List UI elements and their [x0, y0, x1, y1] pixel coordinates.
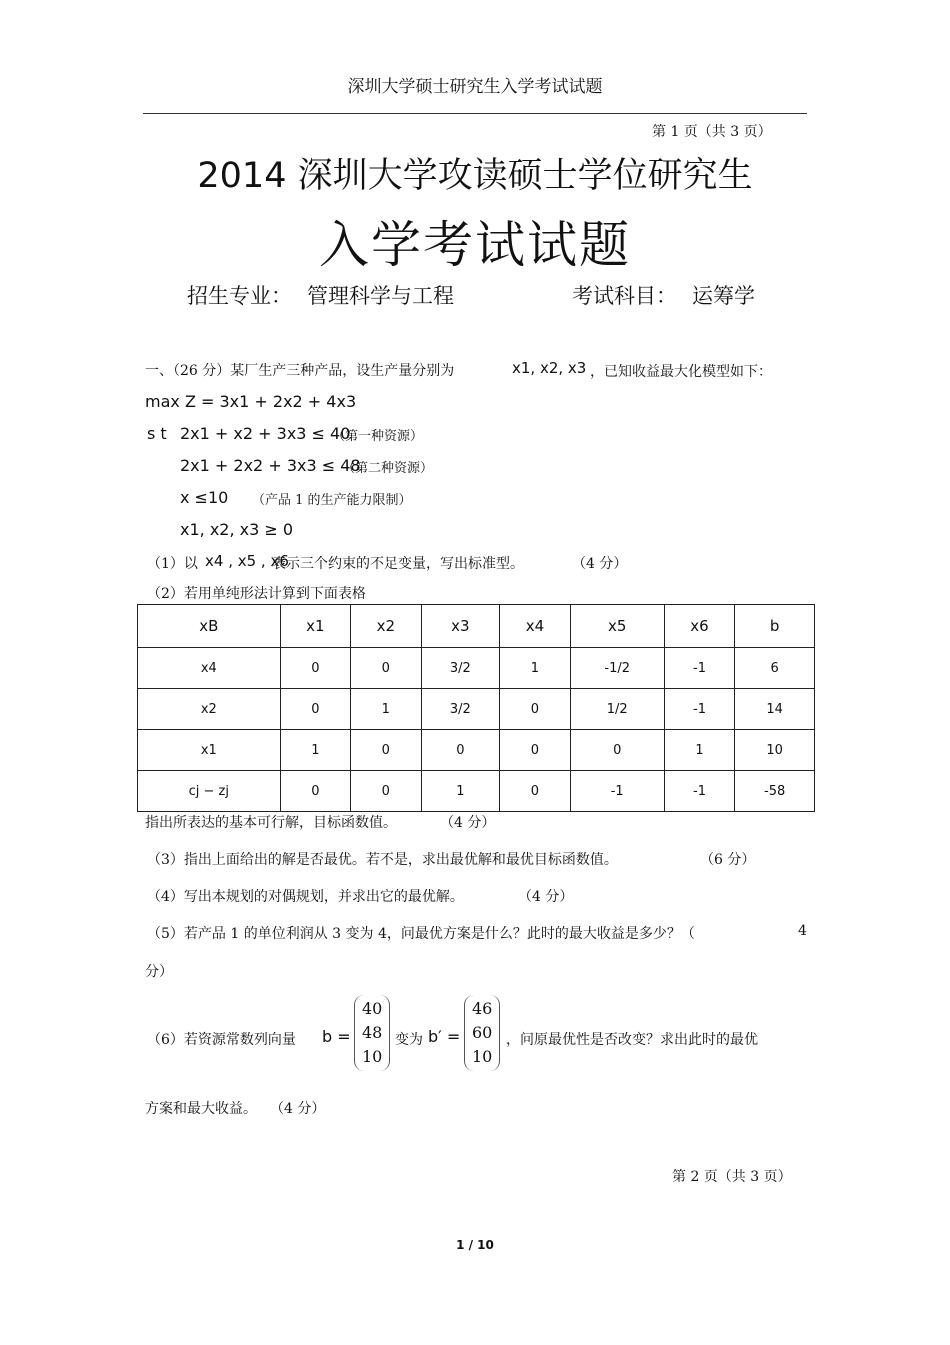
table-cell: -1: [664, 689, 734, 730]
p6-prefix: （6）若资源常数列向量: [147, 1032, 296, 1048]
table-cell: 0: [280, 771, 350, 812]
table-row: [138, 771, 815, 812]
exam-title-line1: 2014 深圳大学攻读硕士学位研究生: [197, 156, 753, 196]
q1-intro: 一、（26 分）某厂生产三种产品，设生产量分别为: [145, 363, 455, 379]
table-cell: 1: [500, 648, 570, 689]
table-cell: 0: [280, 648, 350, 689]
table-header-cell: x5: [570, 605, 664, 648]
table-cell: x1: [138, 730, 281, 771]
p1-vars: x4 , x5 , x6: [205, 552, 289, 570]
table-header-cell: b: [735, 605, 815, 648]
table-cell: -1/2: [570, 648, 664, 689]
exam-title-line2: 入学考试试题: [319, 216, 631, 274]
table-cell: 0: [500, 730, 570, 771]
constraint-2: 2x1 + 2x2 + 3x3 ≤ 48: [180, 456, 361, 475]
p1-prefix: （1）以: [147, 556, 198, 572]
page-number-bottom: 第 2 页（共 3 页）: [672, 1169, 792, 1185]
subject-label: 考试科目：: [572, 284, 677, 308]
table-cell: 6: [735, 648, 815, 689]
vector-b-prime: [464, 995, 500, 1071]
table-header-cell: x3: [421, 605, 500, 648]
table-header-cell: x4: [500, 605, 570, 648]
table-header-row: [138, 605, 815, 648]
constraint-2-note: （第二种资源）: [342, 461, 434, 476]
p2-tail-points: （4 分）: [440, 815, 496, 831]
vector-b-entry: 10: [362, 1047, 383, 1066]
table-cell: 0: [421, 730, 500, 771]
table-cell: 1: [421, 771, 500, 812]
major-label: 招生专业：: [187, 284, 292, 308]
p1-points: （4 分）: [572, 556, 628, 572]
table-cell: 1: [351, 689, 421, 730]
table-cell: 0: [351, 648, 421, 689]
vector-b-prime-entry: 60: [472, 1023, 493, 1042]
table-row: [138, 648, 815, 689]
constraint-1: 2x1 + x2 + 3x3 ≤ 40: [180, 424, 351, 443]
st-label: s t: [147, 424, 167, 443]
p5-end: 分）: [145, 964, 173, 980]
p6-b2-label: b′ =: [428, 1027, 461, 1046]
p4-text: （4）写出本规划的对偶规划，并求出它的最优解。: [147, 889, 464, 905]
constraint-1-note: （第一种资源）: [332, 429, 424, 444]
table-cell: -1: [664, 771, 734, 812]
vector-b-entry: 48: [362, 1023, 383, 1042]
p6-mid: 变为: [395, 1032, 423, 1048]
table-row: [138, 689, 815, 730]
p2-tail: 指出所表达的基本可行解，目标函数值。: [145, 815, 397, 831]
major-value: 管理科学与工程: [307, 284, 454, 308]
table-cell: 0: [351, 771, 421, 812]
vector-b-prime-entry: 10: [472, 1047, 493, 1066]
q1-vars: x1, x2, x3: [512, 359, 587, 377]
table-cell: 1/2: [570, 689, 664, 730]
constraint-3-note: （产品 1 的生产能力限制）: [252, 493, 412, 508]
table-cell: cj − zj: [138, 771, 281, 812]
table-cell: 0: [570, 730, 664, 771]
table-cell: 1: [664, 730, 734, 771]
q1-intro-tail: ，已知收益最大化模型如下：: [590, 364, 772, 380]
constraint-3: x ≤10: [180, 488, 229, 507]
table-cell: 3/2: [421, 689, 500, 730]
objective-function: max Z = 3x1 + 2x2 + 4x3: [145, 392, 357, 411]
table-cell: 0: [500, 689, 570, 730]
simplex-table: [137, 604, 815, 812]
header-rule: [143, 113, 807, 114]
table-header-cell: x2: [351, 605, 421, 648]
table-cell: 0: [351, 730, 421, 771]
table-cell: 0: [500, 771, 570, 812]
table-cell: 10: [735, 730, 815, 771]
running-header: 深圳大学硕士研究生入学考试试题: [347, 77, 603, 97]
table-cell: -1: [570, 771, 664, 812]
p6-tail: ，问原最优性是否改变？求出此时的最优: [506, 1032, 758, 1048]
p4-points: （4 分）: [518, 889, 574, 905]
table-cell: 14: [735, 689, 815, 730]
page-number-top: 第 1 页（共 3 页）: [652, 124, 772, 140]
table-cell: x2: [138, 689, 281, 730]
table-cell: x4: [138, 648, 281, 689]
p6-b-label: b =: [322, 1027, 351, 1046]
nonnegativity: x1, x2, x3 ≥ 0: [180, 520, 294, 539]
vector-b-entry: 40: [362, 999, 383, 1018]
vector-b: [354, 995, 390, 1071]
vector-b-prime-entry: 46: [472, 999, 493, 1018]
table-cell: -58: [735, 771, 815, 812]
table-cell: 3/2: [421, 648, 500, 689]
table-header-cell: x1: [280, 605, 350, 648]
p2-text: （2）若用单纯形法计算到下面表格: [147, 586, 366, 602]
table-header-cell: xB: [138, 605, 281, 648]
p5-number: 4: [798, 923, 807, 939]
subject-value: 运筹学: [692, 284, 755, 308]
p3-text: （3）指出上面给出的解是否最优。若不是，求出最优解和最优目标函数值。: [147, 852, 618, 868]
table-cell: 0: [280, 689, 350, 730]
table-cell: -1: [664, 648, 734, 689]
table-cell: 1: [280, 730, 350, 771]
table-header-cell: x6: [664, 605, 734, 648]
p1-text: 表示三个约束的不足变量，写出标准型。: [272, 556, 524, 572]
p6-line2: 方案和最大收益。: [145, 1101, 257, 1117]
pdf-page-indicator: 1 / 10: [456, 1238, 494, 1252]
table-row: [138, 730, 815, 771]
p6-points: （4 分）: [270, 1101, 326, 1117]
p5-text: （5）若产品 1 的单位利润从 3 变为 4，问最优方案是什么？此时的最大收益是多少？（: [147, 926, 695, 942]
p3-points: （6 分）: [700, 852, 756, 868]
